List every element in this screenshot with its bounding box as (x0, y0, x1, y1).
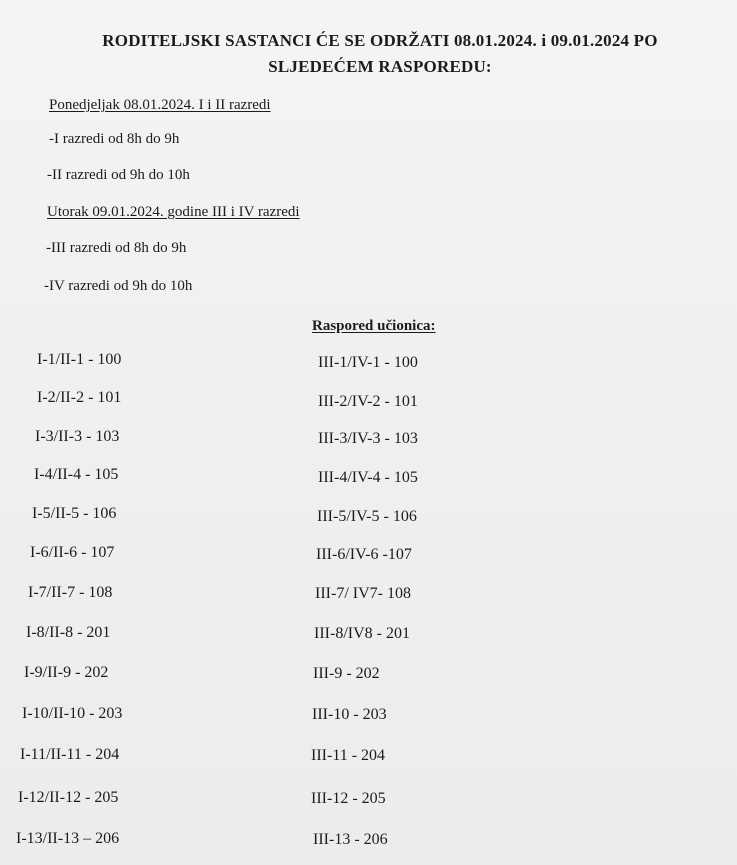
room-entry-left: I-5/II-5 - 106 (32, 505, 117, 522)
room-entry-left: I-4/II-4 - 105 (34, 466, 119, 483)
room-entry-right: III-5/IV-5 - 106 (317, 508, 417, 525)
room-entry-right: III-12 - 205 (311, 790, 386, 807)
room-entry-left: I-7/II-7 - 108 (28, 584, 113, 601)
room-entry-right: III-13 - 206 (313, 831, 388, 848)
room-entry-left: I-1/II-1 - 100 (37, 351, 122, 368)
schedule-line: -I razredi od 8h do 9h (49, 131, 180, 147)
room-entry-right: III-8/IV8 - 201 (314, 625, 410, 642)
room-entry-right: III-6/IV-6 -107 (316, 546, 412, 563)
room-entry-left: I-13/II-13 – 206 (16, 830, 120, 847)
document-title-line-1: RODITELJSKI SASTANCI ĆE SE ODRŽATI 08.01.2024. i 09.01.2024 PO (102, 31, 658, 50)
room-entry-right: III-2/IV-2 - 101 (318, 393, 418, 410)
room-entry-left: I-9/II-9 - 202 (24, 664, 109, 681)
schedule-day-monday: Ponedjeljak 08.01.2024. I i II razredi (49, 97, 271, 113)
schedule-day-tuesday: Utorak 09.01.2024. godine III i IV razredi (47, 204, 300, 220)
room-entry-left: I-8/II-8 - 201 (26, 624, 111, 641)
room-entry-left: I-3/II-3 - 103 (35, 428, 120, 445)
room-entry-right: III-10 - 203 (312, 706, 387, 723)
schedule-line: -IV razredi od 9h do 10h (44, 278, 193, 294)
schedule-line: -III razredi od 8h do 9h (46, 240, 187, 256)
document-title-line-2: SLJEDEĆEM RASPOREDU: (268, 57, 492, 76)
room-entry-right: III-4/IV-4 - 105 (318, 469, 418, 486)
room-entry-left: I-2/II-2 - 101 (37, 389, 122, 406)
room-schedule-heading: Raspored učionica: (312, 318, 436, 334)
room-entry-right: III-11 - 204 (311, 747, 386, 764)
room-entry-right: III-9 - 202 (313, 665, 380, 682)
room-entry-left: I-6/II-6 - 107 (30, 544, 115, 561)
room-entry-left: I-10/II-10 - 203 (22, 705, 123, 722)
room-entry-left: I-12/II-12 - 205 (18, 789, 119, 806)
room-entry-right: III-3/IV-3 - 103 (318, 430, 418, 447)
room-entry-left: I-11/II-11 - 204 (20, 746, 120, 763)
schedule-line: -II razredi od 9h do 10h (47, 167, 190, 183)
room-entry-right: III-1/IV-1 - 100 (318, 354, 418, 371)
room-entry-right: III-7/ IV7- 108 (315, 585, 411, 602)
